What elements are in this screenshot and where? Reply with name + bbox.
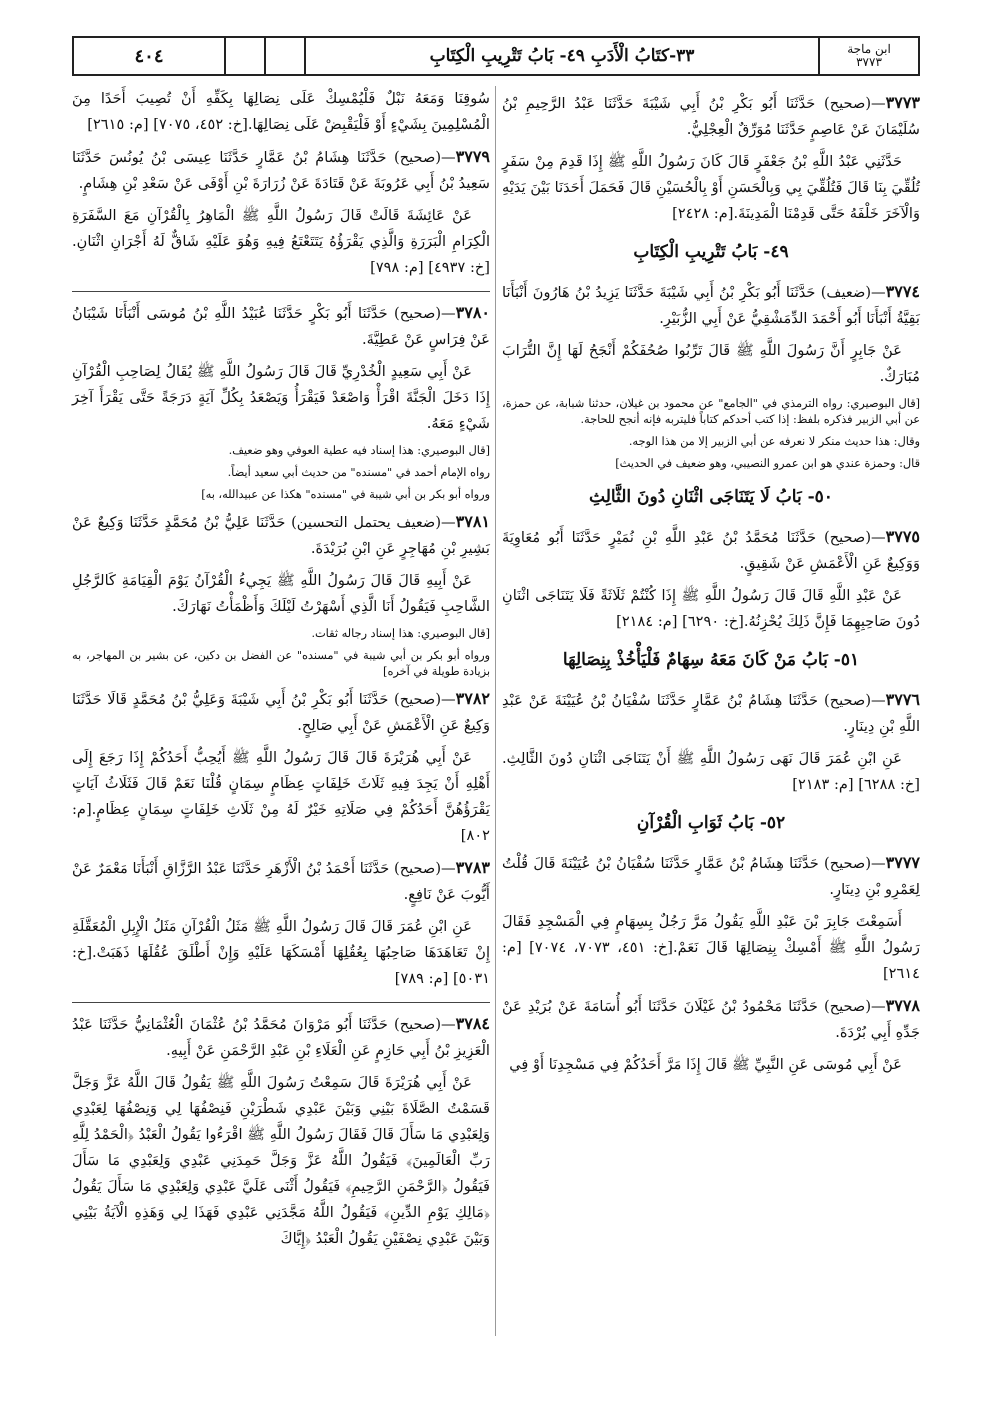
running-title: ٣٣-كتَابُ الْأَدَبِ ٤٩- بَابُ تَتْرِيبِ الْكِتَابِ <box>304 38 818 74</box>
page-header <box>72 36 920 76</box>
hadith-matn: عَنْ أَبِي سَعِيدٍ الْخُدْرِيِّ قَالَ قَالَ رَسُولُ اللَّهِ ﷺ يُقَالُ لِصَاحِبِ الْقُرْآنِ إِذَا دَخَلَ الْجَنَّةَ اقْرَأْ وَاصْعَدْ فَيَقْرَأُ وَيَصْعَدُ بِكُلِّ آيَةٍ دَرَجَةً حَتَّى يَقْرَأَ آخِرَ شَيْءٍ مَعَهُ. <box>72 363 490 432</box>
footnote: ورواه أبو بكر بن أبي شيبة في "مسنده" هكذا عن عبيدالله، به] <box>201 488 490 501</box>
hadith-number: ٣٧٧٦ <box>885 690 920 709</box>
hadith-continuation: سُوقِنَا وَمَعَهُ نَبْلٌ فَلْيُمْسِكْ عَلَى نِصَالِهَا بِكَفِّهِ أَنْ تُصِيبَ أَحَدًا مِنَ الْمُسْلِمِينَ بِشَيْءٍ أَوْ فَلْيَقْبِضْ عَلَى نِصَالِهَا.[خ: ٤٥٢، ٧٠٧٥] [م: ٢٦١٥] <box>72 90 490 133</box>
hadith-isnad: (صحيح) حَدَّثَنَا هِشَامُ بْنُ عَمَّارٍ حَدَّثَنَا عِيسَى بْنُ يُونُسَ حَدَّثَنَا سَعِيدُ بْنُ أَبِي عَرُوبَةَ عَنْ قَتَادَةَ عَنْ زُرَارَةَ بْنِ أَوْفَى عَنْ سَعْدِ بْنِ هِشَامٍ. <box>72 149 490 192</box>
hadith-3777: ٣٧٧٧—(صحيح) حَدَّثَنَا هِشَامُ بْنُ عَمَّارٍ حَدَّثَنَا سُفْيَانُ بْنُ عُيَيْنَةَ قَالَ قُلْتُ لِعَمْرِو بْنِ دِينَارٍ. <box>502 853 920 898</box>
chapter-title: ٤٩- بَابُ تَتْرِيبِ الْكِتَابِ <box>633 242 789 262</box>
hadith-number: ٣٧٧٣ <box>885 93 920 112</box>
hadith-3784: ٣٧٨٤—(صحيح) حَدَّثَنَا أَبُو مَرْوَانَ مُحَمَّدُ بْنُ عُثْمَانَ الْعُثْمَانِيُّ حَدَّثَنَا عَبْدُ الْعَزِيزِ بْنُ أَبِي حَازِمٍ عَنِ الْعَلَاءِ بْنِ عَبْدِ الرَّحْمَنِ عَنْ أَبِيهِ. <box>72 1014 490 1059</box>
footnote: رواه الإمام أحمد في "مسنده" من حديث أبي سعيد أيضاً. <box>227 466 490 479</box>
chapter-title: ٥٢- بَابُ ثَوَابِ الْقُرْآنِ <box>636 813 786 833</box>
hadith-number: ٣٧٧٨ <box>885 996 920 1015</box>
separator-rule <box>72 1002 490 1003</box>
header-blank-cell <box>264 38 304 74</box>
chapter-title: ٥١- بَابُ مَنْ كَانَ مَعَهُ سِهَامٌ فَلْيَأْخُذْ بِنِصَالِهَا <box>562 650 860 670</box>
hadith-isnad: (صحيح) حَدَّثَنَا مُحَمَّدُ بْنُ عَبْدِ اللَّهِ بْنِ نُمَيْرٍ حَدَّثَنَا أَبُو مُعَاوِيَةَ وَوَكِيعٌ عَنِ الْأَعْمَشِ عَنْ شَقِيقٍ. <box>502 529 920 572</box>
hadith-isnad: (صحيح) حَدَّثَنَا مَحْمُودُ بْنُ غَيْلَانَ حَدَّثَنَا أَبُو أُسَامَةَ عَنْ بُرَيْدِ عَنْ جَدِّهِ أَبِي بُرْدَةَ. <box>502 998 920 1041</box>
hadith-3782: ٣٧٨٢—(صحيح) حَدَّثَنَا أَبُو بَكْرِ بْنُ أَبِي شَيْبَةَ وَعَلِيُّ بْنُ مُحَمَّدٍ قَالَا حَدَّثَنَا وَكِيعٌ عَنِ الْأَعْمَشِ عَنْ أَبِي صَالِحٍ. <box>72 689 490 734</box>
hadith-number: ٣٧٧٤ <box>885 282 920 301</box>
hadith-number: ٣٧٨١ <box>455 512 490 531</box>
hadith-matn: عَنْ أَبِيهِ قَالَ قَالَ رَسُولُ اللَّهِ ﷺ يَجِيءُ الْقُرْآنُ يَوْمَ الْقِيَامَةِ كَالرَّجُلِ الشَّاحِبِ فَيَقُولُ أَنَا الَّذِي أَسْهَرْتُ لَيْلَكَ وَأَظْمَأْتُ نَهَارَكَ. <box>72 572 490 615</box>
hadith-3783: ٣٧٨٣—(صحيح) حَدَّثَنَا أَحْمَدُ بْنُ الْأَزْهَرِ حَدَّثَنَا عَبْدُ الرَّزَّاقِ أَنْبَأَنَا مَعْمَرٌ عَنْ أَيُّوبَ عَنْ نَافِعٍ. <box>72 858 490 903</box>
hadith-isnad: (صحيح) حَدَّثَنَا أَبُو مَرْوَانَ مُحَمَّدُ بْنُ عُثْمَانَ الْعُثْمَانِيُّ حَدَّثَنَا عَبْدُ الْعَزِيزِ بْنُ أَبِي حَازِمٍ عَنِ الْعَلَاءِ بْنِ عَبْدِ الرَّحْمَنِ عَنْ أَبِيهِ. <box>72 1016 490 1059</box>
hadith-number: ٣٧٧٧ <box>885 853 920 872</box>
book-reference <box>818 38 918 74</box>
hadith-3773: ٣٧٧٣—(صحيح) حَدَّثَنَا أَبُو بَكْرِ بْنُ أَبِي شَيْبَةَ حَدَّثَنَا عَبْدُ الرَّحِيمِ بْنُ سُلَيْمَانَ عَنْ عَاصِمٍ حَدَّثَنَا مُوَرِّقٌ الْعِجْلِيُّ. <box>502 93 920 138</box>
column-divider <box>495 86 496 1336</box>
hadith-matn: عَنْ أَبِي مُوسَى عَنِ النَّبِيِّ ﷺ قَالَ إِذَا مَرَّ أَحَدُكُمْ فِي مَسْجِدِنَا أَوْ فِي <box>509 1056 902 1073</box>
hadith-isnad: (ضعيف) حَدَّثَنَا أَبُو بَكْرِ بْنُ أَبِي شَيْبَةَ حَدَّثَنَا يَزِيدُ بْنُ هَارُونَ أَنْبَأَنَا بَقِيَّةُ أَنْبَأَنَا أَبُو أَحْمَدَ الدِّمَشْقِيُّ عَنْ أَبِي الزُّبَيْرِ. <box>502 284 920 327</box>
chapter-title: ٥٠- بَابُ لَا يَتَنَاجَى اثْنَانِ دُونَ الثَّالِثِ <box>589 487 833 507</box>
hadith-isnad: (صحيح) حَدَّثَنَا أَبُو بَكْرٍ حَدَّثَنَا عُبَيْدُ اللَّهِ بْنُ مُوسَى أَنْبَأَنَا شَيْبَانُ عَنْ فِرَاسٍ عَنْ عَطِيَّةَ. <box>72 305 490 348</box>
hadith-3776: ٣٧٧٦—(صحيح) حَدَّثَنَا هِشَامُ بْنُ عَمَّارٍ حَدَّثَنَا سُفْيَانُ بْنُ عُيَيْنَةَ عَنْ عَبْدِ اللَّهِ بْنِ دِينَارٍ. <box>502 690 920 735</box>
footnote: وقال: هذا حديث منكر لا نعرفه عن أبي الزبير إلا من هذا الوجه. <box>628 435 920 448</box>
hadith-matn: أَسَمِعْتَ جَابِرَ بْنَ عَبْدِ اللَّهِ يَقُولُ مَرَّ رَجُلٌ بِسِهَامٍ فِي الْمَسْجِدِ فَقَالَ رَسُولُ اللَّهِ ﷺ أَمْسِكْ بِنِصَالِهَا قَالَ نَعَمْ.[خ: ٤٥١، ٧٠٧٣، ٧٠٧٤] [م: ٢٦١٤] <box>502 913 920 982</box>
hadith-isnad: (صحيح) حَدَّثَنَا أَحْمَدُ بْنُ الْأَزْهَرِ حَدَّثَنَا عَبْدُ الرَّزَّاقِ أَنْبَأَنَا مَعْمَرٌ عَنْ أَيُّوبَ عَنْ نَافِعٍ. <box>72 860 490 903</box>
hadith-matn: عَنْ جَابِرٍ أَنَّ رَسُولَ اللَّهِ ﷺ قَالَ تَرِّبُوا صُحُفَكُمْ أَنْجَحُ لَهَا إِنَّ التُّرَابَ مُبَارَكٌ. <box>502 342 920 385</box>
footnote: ورواه أبو بكر بن أبي شيبة في "مسنده" عن الفضل بن دكين، عن بشير بن المهاجر، به بزيادة طويلة في آخره] <box>72 649 490 678</box>
right-column <box>502 86 920 1084</box>
hadith-number: ٣٧٧٩ <box>455 147 490 166</box>
hadith-number: ٣٧٨٤ <box>455 1014 490 1033</box>
hadith-number: ٣٧٨٠ <box>455 303 490 322</box>
hadith-3781: ٣٧٨١—(ضعيف يحتمل التحسين) حَدَّثَنَا عَلِيُّ بْنُ مُحَمَّدٍ حَدَّثَنَا وَكِيعٌ عَنْ بَشِيرِ بْنِ مُهَاجِرٍ عَنِ ابْنِ بُرَيْدَةَ. <box>72 512 490 557</box>
hadith-matn: عَنْ عَبْدِ اللَّهِ قَالَ قَالَ رَسُولُ اللَّهِ ﷺ إِذَا كُنْتُمْ ثَلَاثَةً فَلَا يَتَنَاجَى اثْنَانِ دُونَ صَاحِبِهِمَا فَإِنَّ ذَلِكَ يُحْزِنُهُ.[خ: ٦٢٩٠] [م: ٢١٨٤] <box>502 587 920 630</box>
separator-rule <box>72 291 490 292</box>
footnote: [قال البوصيري: هذا إسناد رجاله ثقات. <box>311 627 490 640</box>
hadith-matn: عَنْ أَبِي هُرَيْرَةَ قَالَ قَالَ رَسُولُ اللَّهِ ﷺ أَيُحِبُّ أَحَدُكُمْ إِذَا رَجَعَ إِلَى أَهْلِهِ أَنْ يَجِدَ فِيهِ ثَلَاثَ خَلِفَاتٍ عِظَامٍ سِمَانٍ قُلْنَا نَعَمْ قَالَ فَثَلَاثُ آيَاتٍ يَقْرَؤُهُنَّ أَحَدُكُمْ فِي صَلَاتِهِ خَيْرٌ لَهُ مِنْ ثَلَاثِ خَلِفَاتٍ سِمَانٍ عِظَامٍ.[م: ٨٠٢] <box>72 749 490 844</box>
hadith-isnad: (صحيح) حَدَّثَنَا هِشَامُ بْنُ عَمَّارٍ حَدَّثَنَا سُفْيَانُ بْنُ عُيَيْنَةَ قَالَ قُلْتُ لِعَمْرِو بْنِ دِينَارٍ. <box>502 855 920 898</box>
hadith-matn: عَنِ ابْنِ عُمَرَ قَالَ نَهَى رَسُولُ اللَّهِ ﷺ أَنْ يَتَنَاجَى اثْنَانِ دُونَ الثَّالِثِ.[خ: ٦٢٨٨] [م: ٢١٨٣] <box>502 750 920 793</box>
hadith-number: ٣٧٨٣ <box>455 858 490 877</box>
hadith-number: ٣٧٧٥ <box>885 527 920 546</box>
book-reference-number: ٣٧٧٣ <box>856 55 882 69</box>
header-blank-cell <box>224 38 264 74</box>
hadith-isnad: (ضعيف يحتمل التحسين) حَدَّثَنَا عَلِيُّ بْنُ مُحَمَّدٍ حَدَّثَنَا وَكِيعٌ عَنْ بَشِيرِ بْنِ مُهَاجِرٍ عَنِ ابْنِ بُرَيْدَةَ. <box>72 514 490 557</box>
hadith-matn: عَنْ عَائِشَةَ قَالَتْ قَالَ رَسُولُ اللَّهِ ﷺ الْمَاهِرُ بِالْقُرْآنِ مَعَ السَّفَرَةِ الْكِرَامِ الْبَرَرَةِ وَالَّذِي يَقْرَؤُهُ يَتَتَعْتَعُ فِيهِ وَهُوَ عَلَيْهِ شَاقٌّ لَهُ أَجْرَانِ اثْنَانِ.[خ: ٤٩٣٧] [م: ٧٩٨] <box>72 207 490 276</box>
hadith-3779: ٣٧٧٩—(صحيح) حَدَّثَنَا هِشَامُ بْنُ عَمَّارٍ حَدَّثَنَا عِيسَى بْنُ يُونُسَ حَدَّثَنَا سَعِيدُ بْنُ أَبِي عَرُوبَةَ عَنْ قَتَادَةَ عَنْ زُرَارَةَ بْنِ أَوْفَى عَنْ سَعْدِ بْنِ هِشَامٍ. <box>72 147 490 192</box>
hadith-isnad: (صحيح) حَدَّثَنَا هِشَامُ بْنُ عَمَّارٍ حَدَّثَنَا سُفْيَانُ بْنُ عُيَيْنَةَ عَنْ عَبْدِ اللَّهِ بْنِ دِينَارٍ. <box>502 692 920 735</box>
hadith-3780: ٣٧٨٠—(صحيح) حَدَّثَنَا أَبُو بَكْرٍ حَدَّثَنَا عُبَيْدُ اللَّهِ بْنُ مُوسَى أَنْبَأَنَا شَيْبَانُ عَنْ فِرَاسٍ عَنْ عَطِيَّةَ. <box>72 303 490 348</box>
page-number: ٤٠٤ <box>134 45 164 67</box>
hadith-number: ٣٧٨٢ <box>455 689 490 708</box>
hadith-matn: عَنْ أَبِي هُرَيْرَةَ قَالَ سَمِعْتُ رَسُولَ اللَّهِ ﷺ يَقُولُ قَالَ اللَّهُ عَزَّ وَجَلَّ قَسَمْتُ الصَّلَاةَ بَيْنِي وَبَيْنَ عَبْدِي شَطْرَيْنِ فَنِصْفُهَا لِي وَنِصْفُهَا لِعَبْدِي وَلِعَبْدِي مَا سَأَلَ قَالَ فَقَالَ رَسُولُ اللَّهِ ﷺ اقْرَءُوا يَقُولُ الْعَبْدُ ﴿الْحَمْدُ لِلَّهِ رَبِّ الْعَالَمِينَ﴾ فَيَقُولُ اللَّهُ عَزَّ وَجَلَّ حَمِدَنِي عَبْدِي وَلِعَبْدِي مَا سَأَلَ فَيَقُولُ ﴿الرَّحْمَنِ الرَّحِيمِ﴾ فَيَقُولُ أَثْنَى عَلَيَّ عَبْدِي وَلِعَبْدِي مَا سَأَلَ يَقُولُ ﴿مَالِكِ يَوْمِ الدِّينِ﴾ فَيَقُولُ اللَّهُ مَجَّدَنِي عَبْدِي فَهَذَا لِي وَهَذِهِ الْآيَةُ بَيْنِي وَبَيْنَ عَبْدِي نِصْفَيْنِ يَقُولُ الْعَبْدُ ﴿إِيَّاكَ <box>72 1074 490 1247</box>
book-reference-name: ابن ماجة <box>847 42 891 56</box>
footnote: قال: وحمزة عندي هو ابن عمرو النصيبي، وهو ضعيف في الحديث] <box>615 457 920 470</box>
hadith-3778: ٣٧٧٨—(صحيح) حَدَّثَنَا مَحْمُودُ بْنُ غَيْلَانَ حَدَّثَنَا أَبُو أُسَامَةَ عَنْ بُرَيْدِ عَنْ جَدِّهِ أَبِي بُرْدَةَ. <box>502 996 920 1041</box>
footnote: [قال البوصيري: هذا إسناد فيه عطية العوفي وهو ضعيف. <box>228 444 490 457</box>
left-column <box>72 86 490 1258</box>
hadith-isnad: (صحيح) حَدَّثَنَا أَبُو بَكْرِ بْنُ أَبِي شَيْبَةَ وَعَلِيُّ بْنُ مُحَمَّدٍ قَالَا حَدَّثَنَا وَكِيعٌ عَنِ الْأَعْمَشِ عَنْ أَبِي صَالِحٍ. <box>72 691 490 734</box>
hadith-isnad: (صحيح) حَدَّثَنَا أَبُو بَكْرِ بْنُ أَبِي شَيْبَةَ حَدَّثَنَا عَبْدُ الرَّحِيمِ بْنُ سُلَيْمَانَ عَنْ عَاصِمٍ حَدَّثَنَا مُوَرِّقٌ الْعِجْلِيُّ. <box>502 95 920 138</box>
hadith-3774: ٣٧٧٤—(ضعيف) حَدَّثَنَا أَبُو بَكْرِ بْنُ أَبِي شَيْبَةَ حَدَّثَنَا يَزِيدُ بْنُ هَارُونَ أَنْبَأَنَا بَقِيَّةُ أَنْبَأَنَا أَبُو أَحْمَدَ الدِّمَشْقِيُّ عَنْ أَبِي الزُّبَيْرِ. <box>502 282 920 327</box>
hadith-matn: حَدَّثَنِي عَبْدُ اللَّهِ بْنُ جَعْفَرٍ قَالَ كَانَ رَسُولُ اللَّهِ ﷺ إِذَا قَدِمَ مِنْ سَفَرٍ تُلُقِّيَ بِنَا قَالَ فَتُلُقِّيَ بِي وَبِالْحَسَنِ أَوْ بِالْحُسَيْنِ قَالَ فَحَمَلَ أَحَدَنَا بَيْنَ يَدَيْهِ وَالْآخَرَ خَلْفَهُ حَتَّى قَدِمْنَا الْمَدِينَةَ.[م: ٢٤٢٨] <box>502 153 920 222</box>
footnote: [قال البوصيري: رواه الترمذي في "الجامع" عن محمود بن غيلان، حدثنا شبابة، عن حمزة، عن أبي الزبير فذكره بلفظ: إذا كتب أحدكم كتاباً فليتربه فإنه أنجح للحاجة. <box>502 397 920 426</box>
hadith-3775: ٣٧٧٥—(صحيح) حَدَّثَنَا مُحَمَّدُ بْنُ عَبْدِ اللَّهِ بْنِ نُمَيْرٍ حَدَّثَنَا أَبُو مُعَاوِيَةَ وَوَكِيعٌ عَنِ الْأَعْمَشِ عَنْ شَقِيقٍ. <box>502 527 920 572</box>
hadith-matn: عَنِ ابْنِ عُمَرَ قَالَ قَالَ رَسُولُ اللَّهِ ﷺ مَثَلُ الْقُرْآنِ مَثَلُ الْإِبِلِ الْمُعَقَّلَةِ إِنْ تَعَاهَدَهَا صَاحِبُهَا بِعُقُلِهَا أَمْسَكَهَا عَلَيْهِ وَإِنْ أَطْلَقَ عُقُلَهَا ذَهَبَتْ.[خ: ٥٠٣١] [م: ٧٨٩] <box>72 918 490 987</box>
